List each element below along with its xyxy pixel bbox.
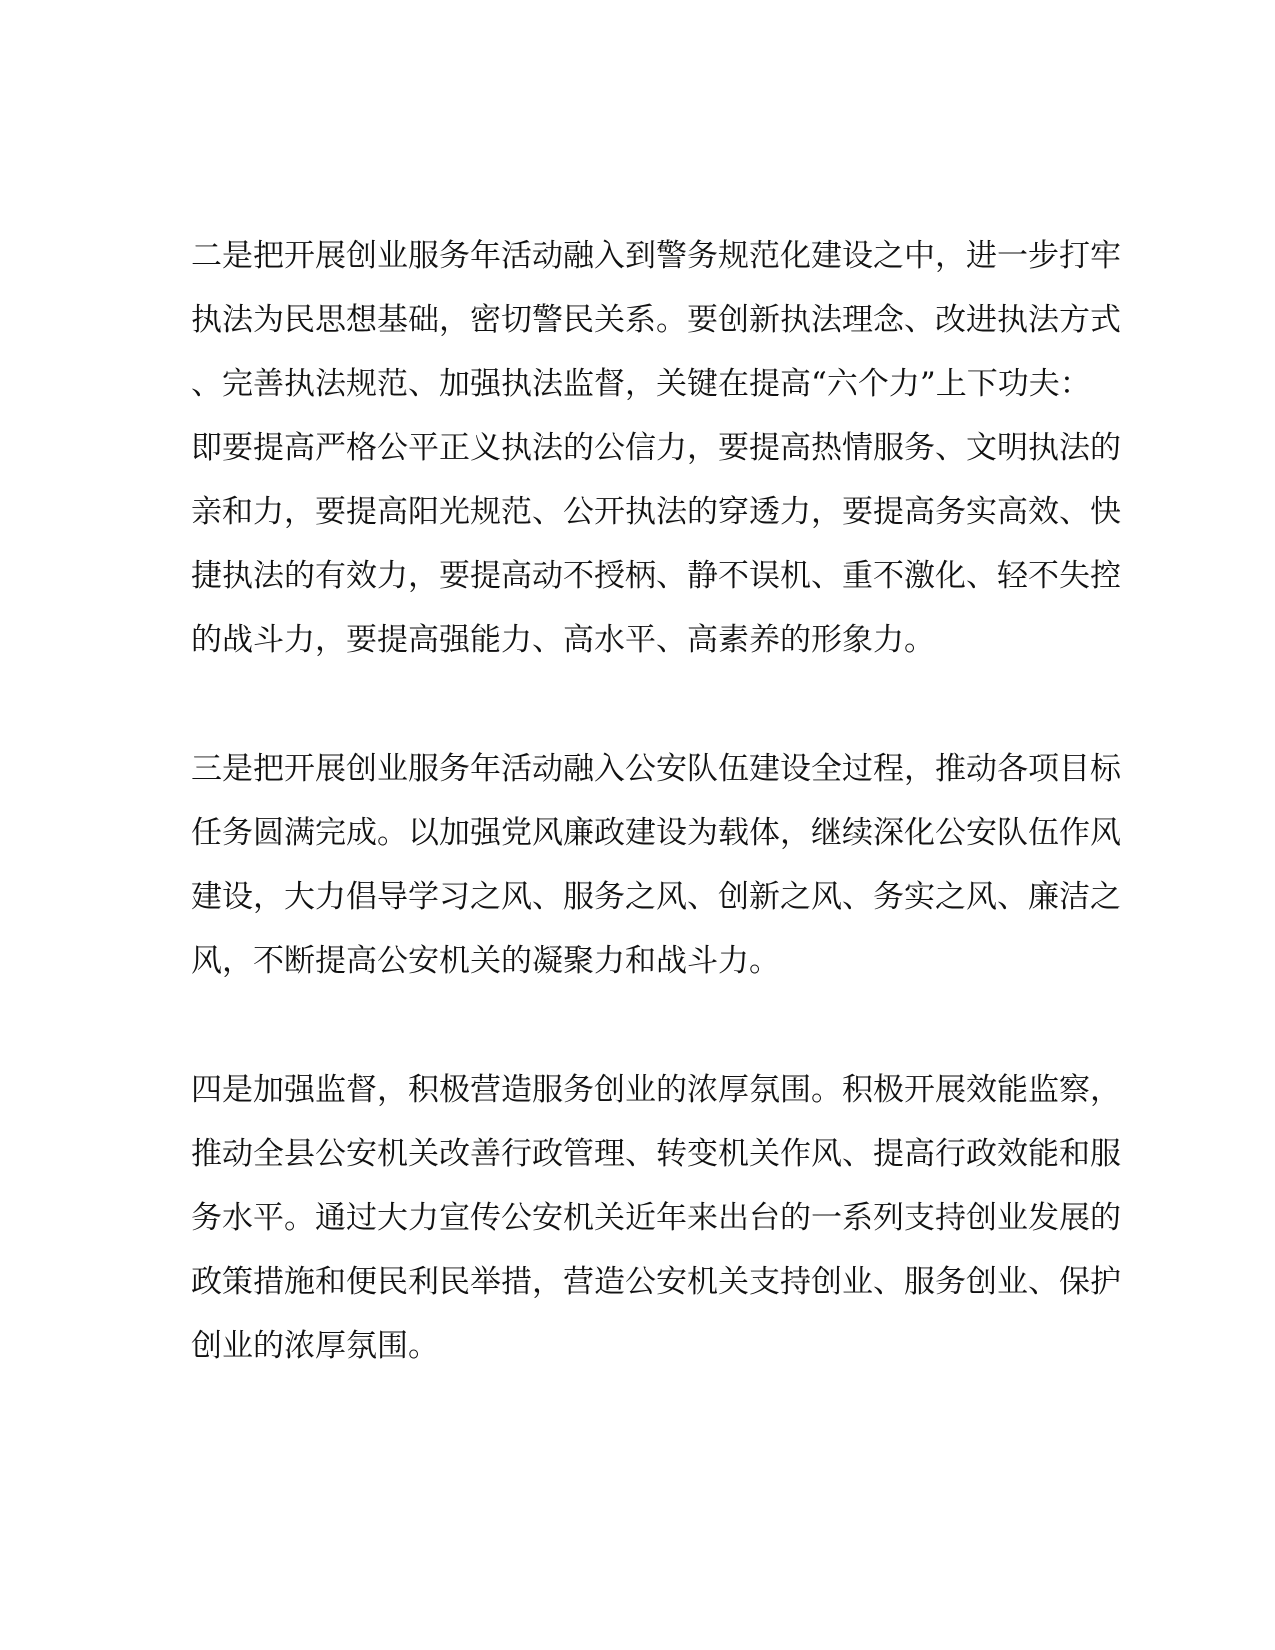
text-line: 执法为民思想基础，密切警民关系。要创新执法理念、改进执法方式 [191,302,1121,338]
text-line: 创业的浓厚氛围。 [191,1328,439,1364]
text-line: 政策措施和便民利民举措，营造公安机关支持创业、服务创业、保护 [191,1264,1121,1300]
text-line: 务水平。通过大力宣传公安机关近年来出台的一系列支持创业发展的 [191,1200,1121,1236]
text-line: 三是把开展创业服务年活动融入公安队伍建设全过程，推动各项目标 [191,751,1121,787]
text-line: 捷执法的有效力，要提高动不授柄、静不误机、重不激化、轻不失控 [191,558,1121,594]
text-line: 亲和力，要提高阳光规范、公开执法的穿透力，要提高务实高效、快 [191,494,1121,530]
text-line: 四是加强监督，积极营造服务创业的浓厚氛围。积极开展效能监察， [191,1072,1121,1108]
paragraph-2 [191,224,1121,672]
document-body [191,224,1121,1378]
paragraph-spacer [191,672,1071,737]
text-line: 的战斗力，要提高强能力、高水平、高素养的形象力。 [191,622,935,658]
text-line: 、完善执法规范、加强执法监督，关键在提高“六个力”上下功夫： [191,366,1091,402]
text-line: 推动全县公安机关改善行政管理、转变机关作风、提高行政效能和服 [191,1136,1121,1172]
text-line: 即要提高严格公平正义执法的公信力，要提高热情服务、文明执法的 [191,430,1121,466]
text-line: 风，不断提高公安机关的凝聚力和战斗力。 [191,943,780,979]
paragraph-3 [191,737,1121,993]
text-line: 二是把开展创业服务年活动融入到警务规范化建设之中，进一步打牢 [191,238,1121,274]
text-line: 建设，大力倡导学习之风、服务之风、创新之风、务实之风、廉洁之 [191,879,1121,915]
paragraph-spacer [191,993,1071,1058]
text-line: 任务圆满完成。以加强党风廉政建设为载体，继续深化公安队伍作风 [191,815,1121,851]
paragraph-4 [191,1058,1121,1378]
